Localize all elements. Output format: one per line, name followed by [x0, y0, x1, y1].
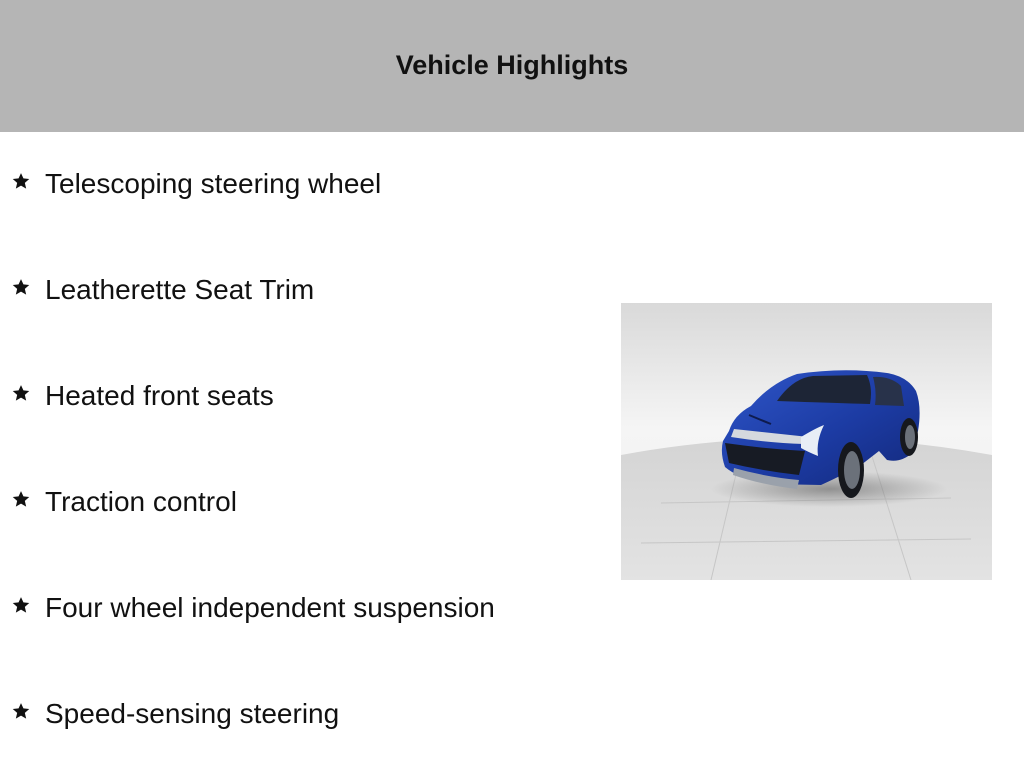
feature-label: Leatherette Seat Trim: [45, 274, 315, 305]
feature-label: Traction control: [45, 486, 237, 517]
feature-label: Four wheel independent suspension: [45, 592, 495, 623]
vehicle-photo: [621, 303, 992, 580]
star-icon: [11, 701, 31, 721]
star-icon: [11, 171, 31, 191]
feature-label: Speed-sensing steering: [45, 698, 340, 729]
page-header: [0, 0, 1024, 132]
star-icon: [11, 383, 31, 403]
star-icon: [11, 489, 31, 509]
highlight-list: [0, 132, 600, 768]
feature-label: Heated front seats: [45, 380, 274, 411]
star-icon: [11, 595, 31, 615]
page-title: Vehicle Highlights: [395, 49, 629, 80]
star-icon: [11, 277, 31, 297]
feature-label: Telescoping steering wheel: [45, 168, 382, 199]
